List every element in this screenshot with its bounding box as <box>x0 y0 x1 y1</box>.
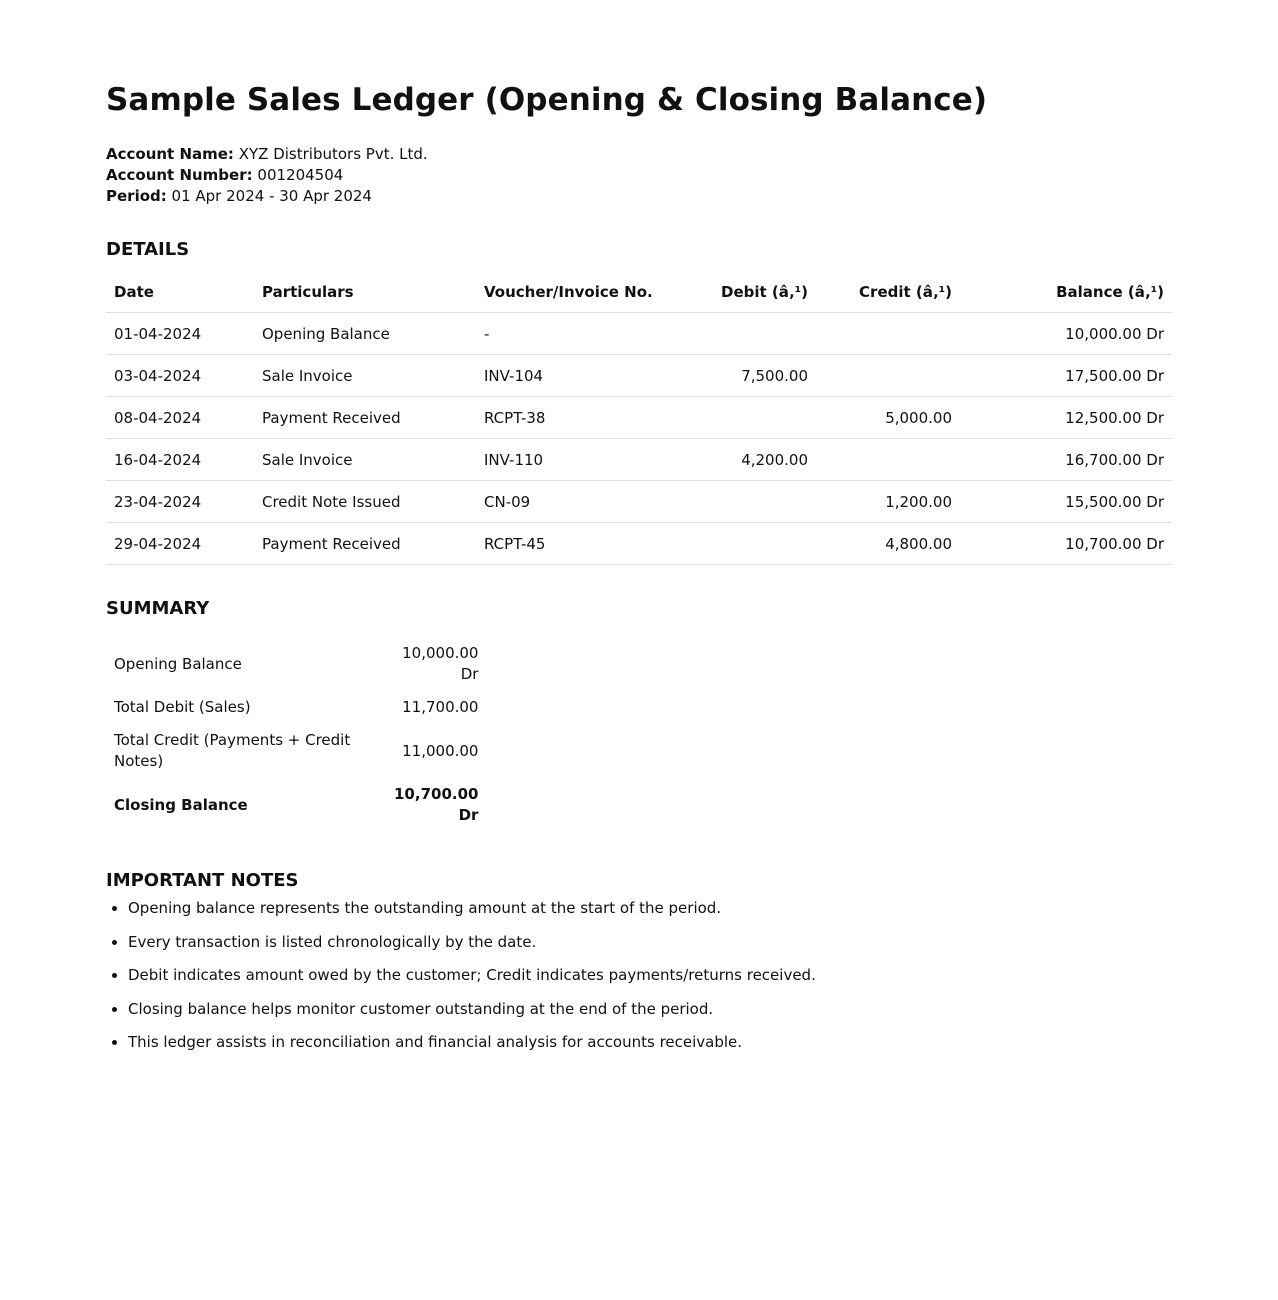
cell-balance: 15,500.00 Dr <box>960 481 1172 523</box>
cell-date: 03-04-2024 <box>106 355 254 397</box>
summary-heading: SUMMARY <box>106 598 210 619</box>
account-name-value: XYZ Distributors Pvt. Ltd. <box>238 145 428 163</box>
column-header-balance: Balance (â‚¹) <box>960 271 1172 313</box>
column-header-debit: Debit (â‚¹) <box>672 271 816 313</box>
summary-value: 11,000.00 <box>402 741 479 760</box>
cell-balance: 17,500.00 Dr <box>960 355 1172 397</box>
cell-date: 29-04-2024 <box>106 523 254 565</box>
cell-particulars: Payment Received <box>254 397 476 439</box>
cell-voucher: INV-104 <box>476 355 672 397</box>
cell-voucher: - <box>476 313 672 355</box>
table-row <box>106 397 1172 439</box>
details-heading: DETAILS <box>106 239 190 260</box>
period-label: Period: <box>106 187 167 205</box>
cell-voucher: RCPT-45 <box>476 523 672 565</box>
cell-particulars: Sale Invoice <box>254 439 476 481</box>
summary-value: 10,700.00 Dr <box>394 785 479 824</box>
account-info <box>106 144 428 207</box>
column-header-credit: Credit (â‚¹) <box>816 271 960 313</box>
period-line <box>106 186 428 207</box>
cell-voucher: RCPT-38 <box>476 397 672 439</box>
column-header-date: Date <box>106 271 254 313</box>
page-title: Sample Sales Ledger (Opening & Closing Balance) <box>106 82 988 118</box>
cell-debit <box>672 481 816 523</box>
cell-credit: 1,200.00 <box>816 481 960 523</box>
list-item: • Closing balance helps monitor customer outstanding at the end of the period. <box>128 999 816 1020</box>
account-name-line <box>106 144 428 165</box>
account-number-label: Account Number: <box>106 166 253 184</box>
column-header-particulars: Particulars <box>254 271 476 313</box>
cell-date: 23-04-2024 <box>106 481 254 523</box>
summary-label: Opening Balance <box>114 654 242 673</box>
period-value: 01 Apr 2024 - 30 Apr 2024 <box>171 187 372 205</box>
cell-date: 01-04-2024 <box>106 313 254 355</box>
summary-row <box>106 637 486 691</box>
cell-particulars: Credit Note Issued <box>254 481 476 523</box>
table-row <box>106 523 1172 565</box>
account-name-label: Account Name: <box>106 145 234 163</box>
cell-debit: 4,200.00 <box>672 439 816 481</box>
cell-particulars: Payment Received <box>254 523 476 565</box>
summary-table <box>106 637 486 832</box>
cell-balance: 12,500.00 Dr <box>960 397 1172 439</box>
summary-row <box>106 691 486 724</box>
cell-credit: 5,000.00 <box>816 397 960 439</box>
cell-particulars: Sale Invoice <box>254 355 476 397</box>
notes-heading: IMPORTANT NOTES <box>106 870 299 891</box>
cell-debit <box>672 397 816 439</box>
cell-credit <box>816 355 960 397</box>
table-row <box>106 355 1172 397</box>
summary-value: 11,700.00 <box>402 698 479 716</box>
cell-debit: 7,500.00 <box>672 355 816 397</box>
cell-voucher: INV-110 <box>476 439 672 481</box>
table-row <box>106 439 1172 481</box>
account-number-value: 001204504 <box>257 166 344 184</box>
notes-list <box>106 898 816 1066</box>
cell-particulars: Opening Balance <box>254 313 476 355</box>
cell-balance: 16,700.00 Dr <box>960 439 1172 481</box>
summary-label: Total Debit (Sales) <box>114 698 251 716</box>
column-header-voucher: Voucher/Invoice No. <box>476 271 672 313</box>
cell-date: 16-04-2024 <box>106 439 254 481</box>
details-table <box>106 271 1172 565</box>
list-item: • Every transaction is listed chronologically by the date. <box>128 932 816 953</box>
account-number-line <box>106 165 428 186</box>
table-row <box>106 313 1172 355</box>
cell-debit <box>672 313 816 355</box>
summary-row-closing <box>106 778 486 832</box>
cell-credit <box>816 439 960 481</box>
details-header-row <box>106 271 1172 313</box>
list-item: • Opening balance represents the outstanding amount at the start of the period. <box>128 898 816 919</box>
list-item: • Debit indicates amount owed by the customer; Credit indicates payments/returns received. <box>128 965 816 986</box>
cell-credit: 4,800.00 <box>816 523 960 565</box>
summary-label: Closing Balance <box>114 795 248 814</box>
list-item: • This ledger assists in reconciliation and financial analysis for accounts receivable. <box>128 1032 816 1053</box>
cell-date: 08-04-2024 <box>106 397 254 439</box>
summary-row <box>106 724 486 778</box>
cell-debit <box>672 523 816 565</box>
table-row <box>106 481 1172 523</box>
cell-balance: 10,700.00 Dr <box>960 523 1172 565</box>
summary-value: 10,000.00 Dr <box>402 644 479 683</box>
summary-label: Total Credit (Payments + Credit Notes) <box>114 731 351 770</box>
cell-voucher: CN-09 <box>476 481 672 523</box>
cell-balance: 10,000.00 Dr <box>960 313 1172 355</box>
cell-credit <box>816 313 960 355</box>
